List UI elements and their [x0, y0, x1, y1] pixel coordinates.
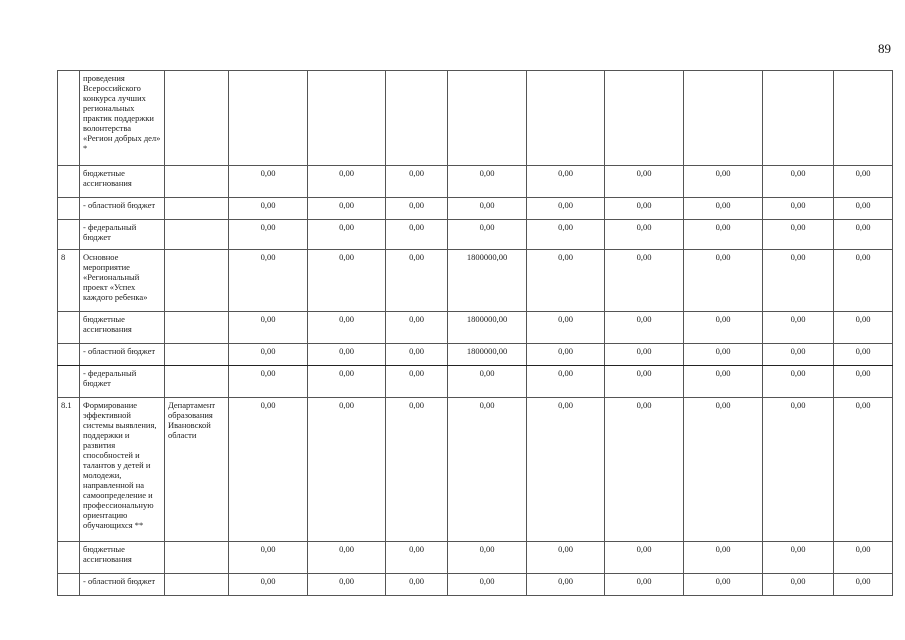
amount-cell: 0,00	[605, 366, 684, 398]
amount-cell: 0,00	[684, 198, 763, 220]
amount-cell: 0,00	[834, 220, 893, 250]
row-index-cell	[58, 542, 80, 574]
amount-cell	[684, 71, 763, 166]
row-name-cell: - федеральный бюджет	[80, 366, 165, 398]
amount-cell: 0,00	[605, 312, 684, 344]
amount-cell: 0,00	[834, 312, 893, 344]
row-index-cell	[58, 312, 80, 344]
row-index-cell	[58, 220, 80, 250]
amount-cell: 0,00	[763, 344, 834, 366]
executor-cell	[165, 344, 229, 366]
amount-cell: 1800000,00	[448, 250, 527, 312]
amount-cell: 0,00	[834, 542, 893, 574]
executor-cell	[165, 198, 229, 220]
amount-cell: 0,00	[763, 366, 834, 398]
amount-cell: 0,00	[308, 366, 386, 398]
row-name-cell: - областной бюджет	[80, 198, 165, 220]
amount-cell: 0,00	[763, 250, 834, 312]
amount-cell: 0,00	[386, 344, 448, 366]
amount-cell: 0,00	[684, 398, 763, 542]
amount-cell: 1800000,00	[448, 312, 527, 344]
amount-cell: 0,00	[605, 398, 684, 542]
amount-cell: 0,00	[229, 366, 308, 398]
amount-cell: 0,00	[834, 574, 893, 596]
executor-cell	[165, 312, 229, 344]
row-name-cell: Формирование эффективной системы выявления, поддержки и развития способностей и талантов у детей и молодежи, направленной на самоопределение и профессиональную ориентацию обучающихся **	[80, 398, 165, 542]
amount-cell: 0,00	[386, 198, 448, 220]
amount-cell: 0,00	[229, 344, 308, 366]
amount-cell: 0,00	[605, 574, 684, 596]
amount-cell: 0,00	[229, 250, 308, 312]
amount-cell	[527, 71, 605, 166]
executor-cell: Департамент образования Ивановской области	[165, 398, 229, 542]
amount-cell	[386, 71, 448, 166]
amount-cell: 0,00	[229, 574, 308, 596]
amount-cell: 0,00	[834, 166, 893, 198]
amount-cell: 0,00	[229, 542, 308, 574]
amount-cell: 0,00	[229, 312, 308, 344]
amount-cell: 0,00	[308, 542, 386, 574]
page-number: 89	[878, 41, 891, 56]
amount-cell: 0,00	[605, 166, 684, 198]
amount-cell: 0,00	[527, 366, 605, 398]
amount-cell	[448, 71, 527, 166]
amount-cell: 0,00	[448, 198, 527, 220]
row-name-cell: - областной бюджет	[80, 344, 165, 366]
table-row	[58, 366, 893, 398]
amount-cell: 0,00	[605, 220, 684, 250]
amount-cell	[763, 71, 834, 166]
amount-cell: 0,00	[527, 250, 605, 312]
amount-cell: 0,00	[763, 312, 834, 344]
amount-cell: 0,00	[684, 542, 763, 574]
amount-cell: 0,00	[684, 312, 763, 344]
row-name-cell: бюджетные ассигнования	[80, 542, 165, 574]
amount-cell: 0,00	[684, 574, 763, 596]
row-index-cell	[58, 198, 80, 220]
amount-cell: 0,00	[834, 250, 893, 312]
executor-cell	[165, 574, 229, 596]
amount-cell: 0,00	[605, 250, 684, 312]
row-index-cell: 8.1	[58, 398, 80, 542]
amount-cell: 0,00	[684, 366, 763, 398]
executor-cell	[165, 166, 229, 198]
amount-cell: 0,00	[527, 312, 605, 344]
table-row	[58, 574, 893, 596]
table-row	[58, 198, 893, 220]
amount-cell: 0,00	[684, 166, 763, 198]
row-name-cell: Основное мероприятие «Региональный проект «Успех каждого ребенка»	[80, 250, 165, 312]
amount-cell: 0,00	[834, 344, 893, 366]
row-name-cell: - областной бюджет	[80, 574, 165, 596]
executor-cell	[165, 366, 229, 398]
amount-cell: 0,00	[527, 344, 605, 366]
amount-cell: 0,00	[386, 574, 448, 596]
amount-cell: 0,00	[386, 312, 448, 344]
amount-cell: 0,00	[386, 220, 448, 250]
amount-cell: 0,00	[229, 198, 308, 220]
amount-cell: 0,00	[527, 542, 605, 574]
amount-cell: 0,00	[308, 250, 386, 312]
amount-cell: 0,00	[527, 166, 605, 198]
amount-cell: 0,00	[605, 344, 684, 366]
amount-cell: 0,00	[308, 166, 386, 198]
amount-cell: 0,00	[527, 220, 605, 250]
table-row	[58, 71, 893, 166]
row-index-cell	[58, 366, 80, 398]
amount-cell: 0,00	[763, 398, 834, 542]
table-row	[58, 220, 893, 250]
amount-cell: 0,00	[386, 398, 448, 542]
amount-cell: 0,00	[386, 366, 448, 398]
row-name-cell: бюджетные ассигнования	[80, 312, 165, 344]
row-name-cell: проведения Всероссийского конкурса лучших региональных практик поддержки волонтерства «Регион добрых дел» *	[80, 71, 165, 166]
table-row	[58, 250, 893, 312]
amount-cell: 0,00	[448, 166, 527, 198]
amount-cell	[229, 71, 308, 166]
amount-cell: 0,00	[386, 542, 448, 574]
amount-cell: 0,00	[684, 250, 763, 312]
row-index-cell: 8	[58, 250, 80, 312]
table-row	[58, 398, 893, 542]
executor-cell	[165, 250, 229, 312]
table-row	[58, 344, 893, 366]
amount-cell: 0,00	[605, 542, 684, 574]
amount-cell: 0,00	[448, 366, 527, 398]
amount-cell: 0,00	[684, 344, 763, 366]
amount-cell: 0,00	[229, 398, 308, 542]
amount-cell	[308, 71, 386, 166]
executor-cell	[165, 220, 229, 250]
amount-cell: 0,00	[527, 574, 605, 596]
amount-cell: 0,00	[308, 198, 386, 220]
amount-cell: 0,00	[763, 574, 834, 596]
amount-cell	[834, 71, 893, 166]
amount-cell: 0,00	[834, 398, 893, 542]
amount-cell: 0,00	[386, 250, 448, 312]
amount-cell: 0,00	[308, 220, 386, 250]
amount-cell: 1800000,00	[448, 344, 527, 366]
executor-cell	[165, 71, 229, 166]
row-index-cell	[58, 574, 80, 596]
amount-cell: 0,00	[448, 398, 527, 542]
row-name-cell: бюджетные ассигнования	[80, 166, 165, 198]
amount-cell: 0,00	[763, 542, 834, 574]
amount-cell: 0,00	[763, 166, 834, 198]
amount-cell: 0,00	[308, 312, 386, 344]
table-row	[58, 166, 893, 198]
amount-cell: 0,00	[448, 220, 527, 250]
row-index-cell	[58, 71, 80, 166]
amount-cell: 0,00	[308, 344, 386, 366]
executor-cell	[165, 542, 229, 574]
amount-cell: 0,00	[448, 542, 527, 574]
amount-cell: 0,00	[527, 398, 605, 542]
row-index-cell	[58, 166, 80, 198]
amount-cell: 0,00	[308, 398, 386, 542]
table-body	[58, 71, 893, 596]
amount-cell: 0,00	[308, 574, 386, 596]
table-row	[58, 542, 893, 574]
amount-cell: 0,00	[229, 166, 308, 198]
amount-cell: 0,00	[834, 366, 893, 398]
amount-cell: 0,00	[763, 220, 834, 250]
row-index-cell	[58, 344, 80, 366]
amount-cell: 0,00	[605, 198, 684, 220]
amount-cell: 0,00	[684, 220, 763, 250]
amount-cell	[605, 71, 684, 166]
amount-cell: 0,00	[386, 166, 448, 198]
amount-cell: 0,00	[834, 198, 893, 220]
amount-cell: 0,00	[448, 574, 527, 596]
amount-cell: 0,00	[527, 198, 605, 220]
table-row	[58, 312, 893, 344]
row-name-cell: - федеральный бюджет	[80, 220, 165, 250]
amount-cell: 0,00	[763, 198, 834, 220]
amount-cell: 0,00	[229, 220, 308, 250]
budget-table	[57, 70, 893, 596]
